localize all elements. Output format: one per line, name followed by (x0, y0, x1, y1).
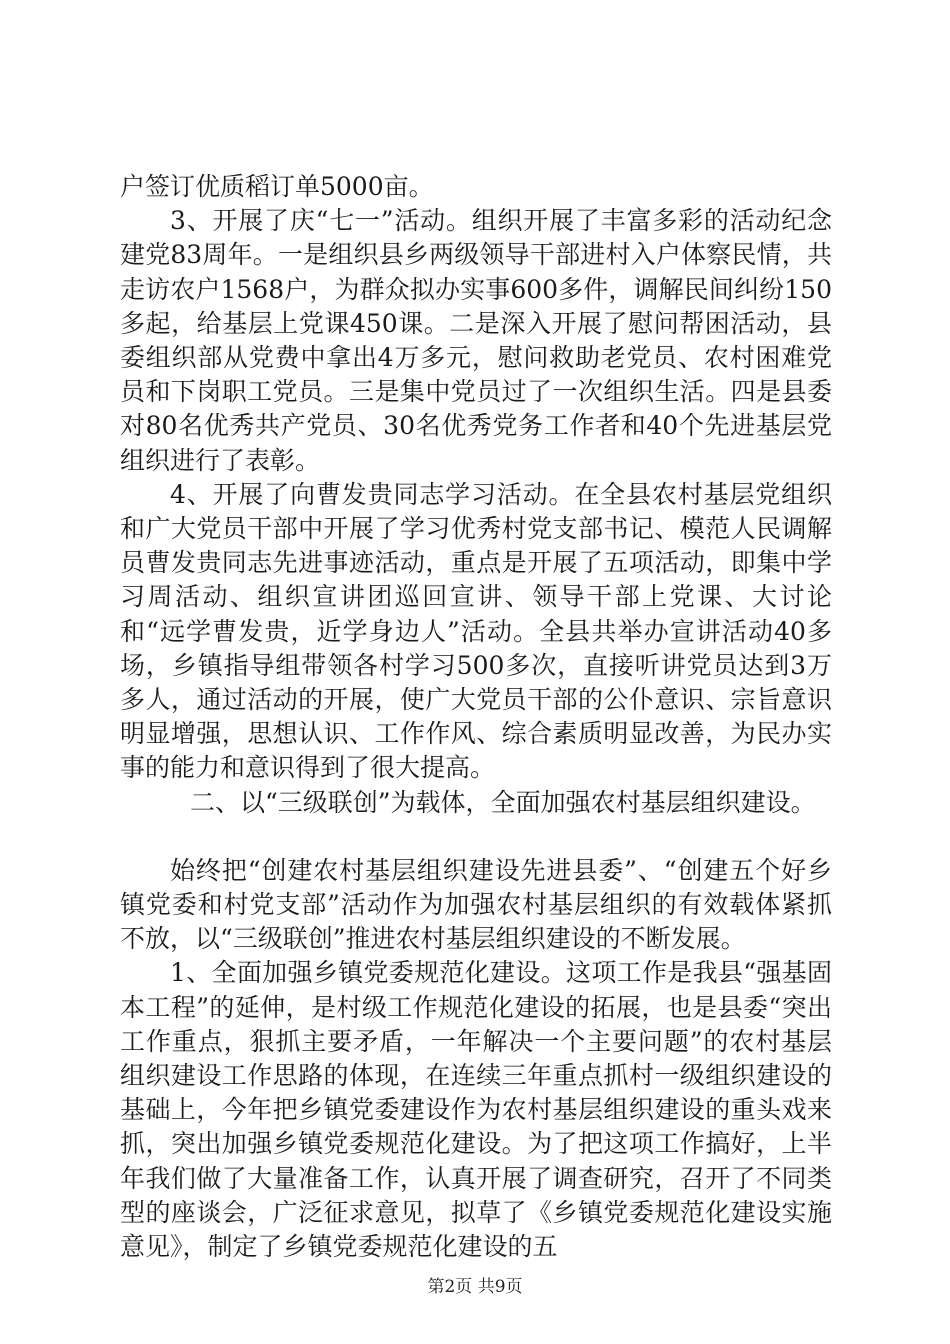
document-body (120, 170, 832, 1264)
paragraph-item-3: 3、开展了庆“七一”活动。组织开展了丰富多彩的活动纪念建党83周年。一是组织县乡两级领导干部进村入户体察民情，共走访农户1568户，为群众拟办实事600多件，调解民间纠纷150多起，给基层上党课450课。二是深入开展了慰问帮困活动，县委组织部从党费中拿出4万多元，慰问救助老党员、农村困难党员和下岗职工党员。三是集中党员过了一次组织生活。四是县委对80名优秀共产党员、30名优秀党务工作者和40个先进基层党组织进行了表彰。 (120, 206, 832, 475)
paragraph-item-4: 4、开展了向曹发贵同志学习活动。在全县农村基层党组织和广大党员干部中开展了学习优秀村党支部书记、模范人民调解员曹发贵同志先进事迹活动，重点是开展了五项活动，即集中学习周活动、组织宣讲团巡回宣讲、领导干部上党课、大讨论和“远学曹发贵，近学身边人”活动。全县共举办宣讲活动40多场，乡镇指导组带领各村学习500多次，直接听讲党员达到3万多人，通过活动的开展，使广大党员干部的公仆意识、宗旨意识明显增强，思想认识、工作作风、综合素质明显改善，为民办实事的能力和意识得到了很大提高。 (120, 479, 832, 783)
paragraph-continuation: 户签订优质稻订单5000亩。 (120, 172, 434, 201)
section-heading: 二、以“三级联创”为载体，全面加强农村基层组织建设。 (190, 787, 816, 817)
paragraph-section-intro: 始终把“创建农村基层组织建设先进县委”、“创建五个好乡镇党委和村党支部”活动作为加强农村基层组织的有效载体紧抓不放，以“三级联创”推进农村基层组织建设的不断发展。 (120, 855, 832, 954)
page-number-footer: 第2页 共9页 (427, 1277, 523, 1297)
paragraph-item-1: 1、全面加强乡镇党委规范化建设。这项工作是我县“强基固本工程”的延伸，是村级工作规范化建设的拓展，也是县委“突出工作重点，狠抓主要矛盾，一年解决一个主要问题”的农村基层组织建设工作思路的体现，在连续三年重点抓村一级组织建设的基础上，今年把乡镇党委建设作为农村基层组织建设的重头戏来抓，突出加强乡镇党委规范化建设。为了把这项工作搞好，上半年我们做了大量准备工作，认真开展了调查研究，召开了不同类型的座谈会，广泛征求意见，拟草了《乡镇党委规范化建设实施意见》，制定了乡镇党委规范化建设的五 (120, 958, 832, 1262)
